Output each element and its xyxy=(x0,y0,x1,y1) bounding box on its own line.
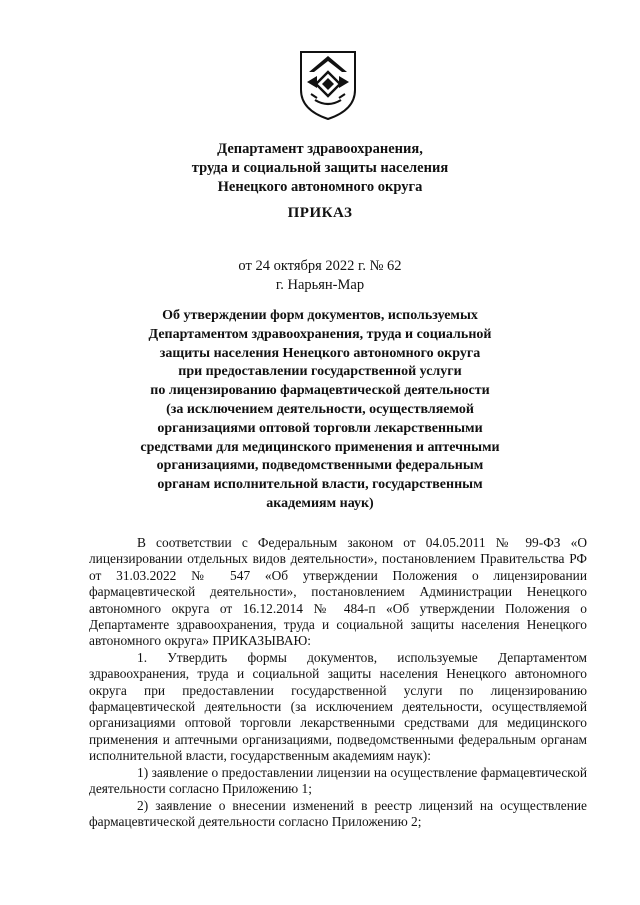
subject-line: (за исключением деятельности, осуществляемой xyxy=(166,401,474,417)
subitem-1-paragraph: 1) заявление о предоставлении лицензии на осуществление фармацевтической деятельности согласно Приложению 1; xyxy=(89,764,587,797)
subject-line: средствами для медицинского применения и аптечными xyxy=(140,439,500,455)
order-date-place xyxy=(0,257,640,295)
order-body xyxy=(89,535,587,830)
document-type-title: ПРИКАЗ xyxy=(287,205,353,221)
order-subject xyxy=(0,307,640,514)
subject-line: Об утверждении форм документов, используемых xyxy=(162,308,478,323)
order-date-number: от 24 октября 2022 г. № 62 xyxy=(238,258,402,274)
subitem-2-paragraph: 2) заявление о внесении изменений в реестр лицензий на осуществление фармацевтической деятельности согласно Приложению 2; xyxy=(89,797,587,829)
subject-line: академиям наук) xyxy=(266,495,374,511)
department-name xyxy=(0,140,640,197)
subject-line: по лицензированию фармацевтической деятельности xyxy=(150,383,490,399)
item-1-paragraph: 1. Утвердить формы документов, используемые Департаментом здравоохранения, труда и социальной защиты населения Ненецкого автономного округа при предоставлении государственной услуги по лицензированию фармацевтической деятельности (за исключением деятельности, осуществляемой организациями оптовой торговли лекарственными средствами для медицинского применения и аптечными организациями, подведомственными федеральным органам исполнительной власти, государственным академиям наук): xyxy=(89,649,587,764)
coat-of-arms-icon xyxy=(297,48,359,122)
subject-line: организациями оптовой торговли лекарственными xyxy=(157,420,483,436)
subject-line: организациями, подведомственными федеральным xyxy=(156,458,484,474)
subject-line: при предоставлении государственной услуги xyxy=(178,364,462,380)
department-line-2: труда и социальной защиты населения xyxy=(191,160,449,176)
subject-line: защиты населения Ненецкого автономного округа xyxy=(159,345,481,361)
department-line-1: Департамент здравоохранения, xyxy=(217,141,423,157)
department-line-3: Ненецкого автономного округа xyxy=(217,179,423,195)
preamble-paragraph: В соответствии с Федеральным законом от 04.05.2011 № 99-ФЗ «О лицензировании отдельных видов деятельности», постановлением Правительства РФ от 31.03.2022 № 547 «Об утверждении Положения о лицензировании фармацевтической деятельности», постановлением Администрации Ненецкого автономного округа от 16.12.2014 № 484-п «Об утверждении Положения о Департаменте здравоохранения, труда и социальной защиты населения Ненецкого автономного округа» ПРИКАЗЫВАЮ: xyxy=(89,535,587,649)
subject-line: Департаментом здравоохранения, труда и социальной xyxy=(148,326,492,342)
order-place: г. Нарьян-Мар xyxy=(275,277,365,293)
subject-line: органам исполнительной власти, государственным xyxy=(157,477,483,493)
